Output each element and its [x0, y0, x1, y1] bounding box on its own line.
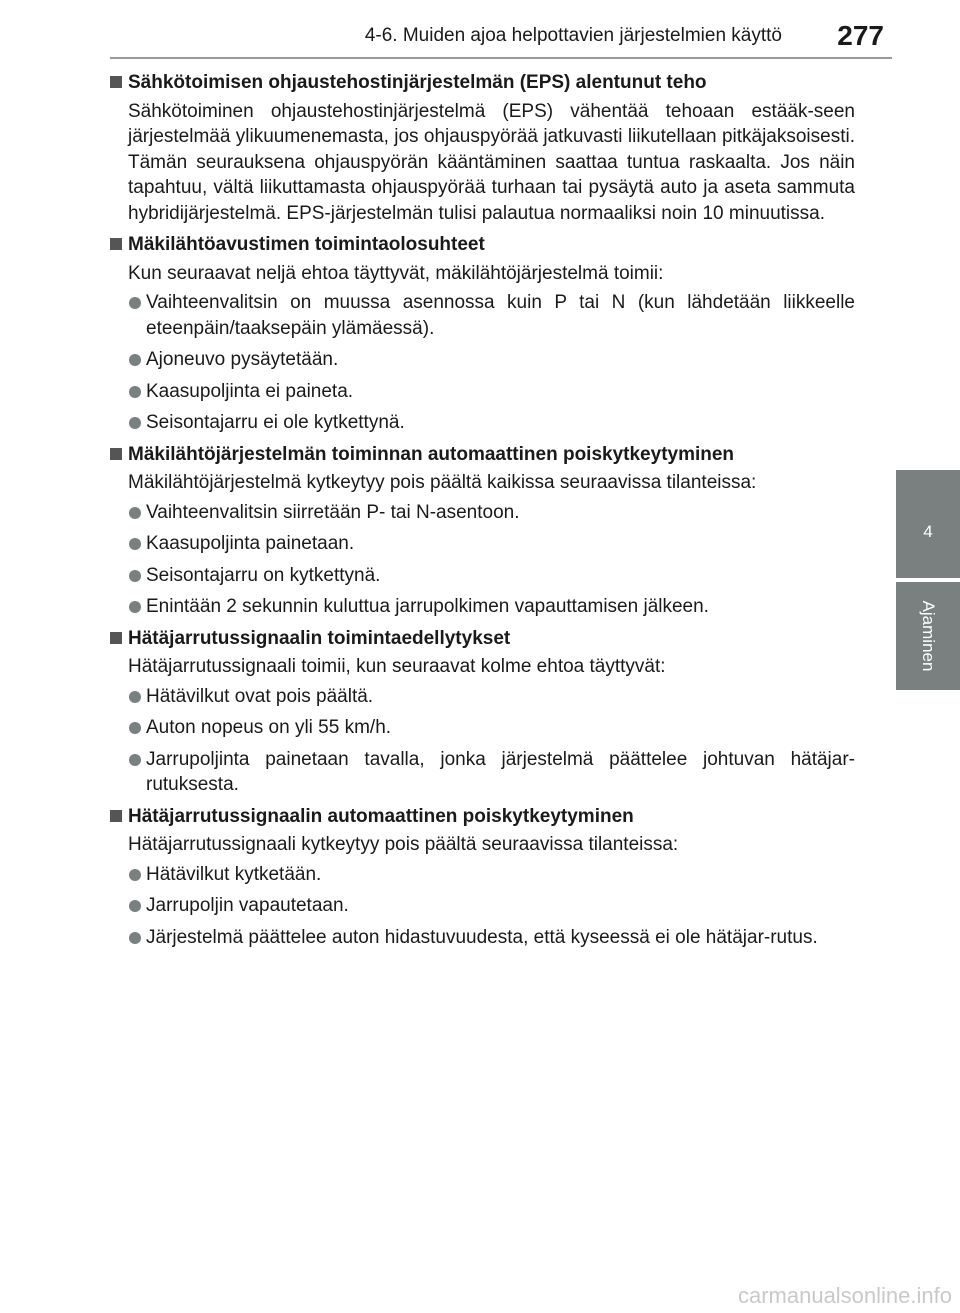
chapter-title: 4-6. Muiden ajoa helpottavien järjestelmien käyttö: [364, 25, 782, 46]
section-heading: Mäkilähtöavustimen toimintaolosuhteet: [110, 232, 855, 258]
square-bullet-icon: [110, 76, 122, 88]
page-header: [0, 0, 960, 60]
list-item: Kaasupoljinta painetaan.: [110, 531, 855, 557]
chapter-tab-number: [896, 470, 960, 578]
list-item: Järjestelmä päättelee auton hidastuvuudesta, että kyseessä ei ole hätäjar-rutus.: [110, 925, 855, 951]
square-bullet-icon: [110, 238, 122, 250]
section-heading: Hätäjarrutussignaalin toimintaedellytykset: [110, 626, 855, 652]
circle-bullet-icon: [129, 570, 141, 582]
chapter-tab-title: [896, 582, 960, 690]
page-number: 277: [837, 20, 884, 51]
section-hill-start-auto-off: [110, 442, 855, 620]
section-heading: Mäkilähtöjärjestelmän toiminnan automaattinen poiskytkeytyminen: [110, 442, 855, 468]
bullet-list: [110, 500, 855, 620]
list-item: Jarrupoljin vapautetaan.: [110, 893, 855, 919]
list-item: Vaihteenvalitsin siirretään P- tai N-asentoon.: [110, 500, 855, 526]
circle-bullet-icon: [129, 507, 141, 519]
section-eps: [110, 70, 855, 226]
section-intro: Hätäjarrutussignaali toimii, kun seuraavat kolme ehtoa täyttyvät:: [128, 656, 666, 677]
section-intro: Hätäjarrutussignaali kytkeytyy pois päältä seuraavissa tilanteissa:: [128, 834, 679, 855]
list-item: Seisontajarru on kytkettynä.: [110, 563, 855, 589]
header-divider: [110, 57, 892, 59]
list-item: Enintään 2 sekunnin kuluttua jarrupolkimen vapauttamisen jälkeen.: [110, 594, 855, 620]
list-item: Hätävilkut ovat pois päältä.: [110, 684, 855, 710]
list-item: Ajoneuvo pysäytetään.: [110, 347, 855, 373]
section-emergency-signal-auto-off: [110, 804, 855, 951]
list-item: Auton nopeus on yli 55 km/h.: [110, 715, 855, 741]
list-item: Seisontajarru ei ole kytkettynä.: [110, 410, 855, 436]
circle-bullet-icon: [129, 354, 141, 366]
circle-bullet-icon: [129, 601, 141, 613]
bullet-list: [110, 290, 855, 436]
square-bullet-icon: [110, 810, 122, 822]
circle-bullet-icon: [129, 900, 141, 912]
circle-bullet-icon: [129, 869, 141, 881]
list-item: Hätävilkut kytketään.: [110, 862, 855, 888]
section-hill-start-conditions: [110, 232, 855, 436]
circle-bullet-icon: [129, 722, 141, 734]
chapter-name: Ajaminen: [919, 600, 938, 672]
circle-bullet-icon: [129, 538, 141, 550]
section-emergency-signal-conditions: [110, 626, 855, 798]
square-bullet-icon: [110, 448, 122, 460]
list-item: Vaihteenvalitsin on muussa asennossa kuin P tai N (kun lähdetään liikkeelle eteenpäin/taaksepäin ylämäessä).: [110, 290, 855, 341]
section-paragraph: Sähkötoiminen ohjaustehostinjärjestelmä (EPS) vähentää tehoaan estääk-seen järjestelmää ylikuumenemasta, jos ohjauspyörää jatkuvasti liikutellaan pitkäjaksoisesti. Tämän seurauksena ohjauspyörän kääntäminen saattaa tuntua raskaalta. Jos näin tapahtuu, vältä liikuttamasta ohjauspyörää turhaan tai pysäytä auto ja aseta sammuta hybridijärjestelmä. EPS-järjestelmän tulisi palautua normaaliksi noin 10 minuutissa.: [128, 100, 855, 224]
square-bullet-icon: [110, 632, 122, 644]
circle-bullet-icon: [129, 691, 141, 703]
list-item: Jarrupoljinta painetaan tavalla, jonka järjestelmä päättelee johtuvan hätäjar-rutuksesta.: [110, 747, 855, 798]
circle-bullet-icon: [129, 386, 141, 398]
section-heading: Sähkötoimisen ohjaustehostinjärjestelmän (EPS) alentunut teho: [110, 70, 855, 96]
section-heading: Hätäjarrutussignaalin automaattinen poiskytkeytyminen: [110, 804, 855, 830]
bullet-list: [110, 862, 855, 951]
list-item: Kaasupoljinta ei paineta.: [110, 379, 855, 405]
section-intro: Mäkilähtöjärjestelmä kytkeytyy pois päältä kaikissa seuraavissa tilanteissa:: [128, 472, 757, 493]
page-content: [110, 70, 855, 956]
circle-bullet-icon: [129, 932, 141, 944]
bullet-list: [110, 684, 855, 798]
circle-bullet-icon: [129, 297, 141, 309]
section-intro: Kun seuraavat neljä ehtoa täyttyvät, mäkilähtöjärjestelmä toimii:: [128, 262, 664, 284]
circle-bullet-icon: [129, 754, 141, 766]
circle-bullet-icon: [129, 417, 141, 429]
watermark: carmanualsonline.info: [737, 1283, 952, 1308]
chapter-number: 4: [923, 522, 933, 541]
